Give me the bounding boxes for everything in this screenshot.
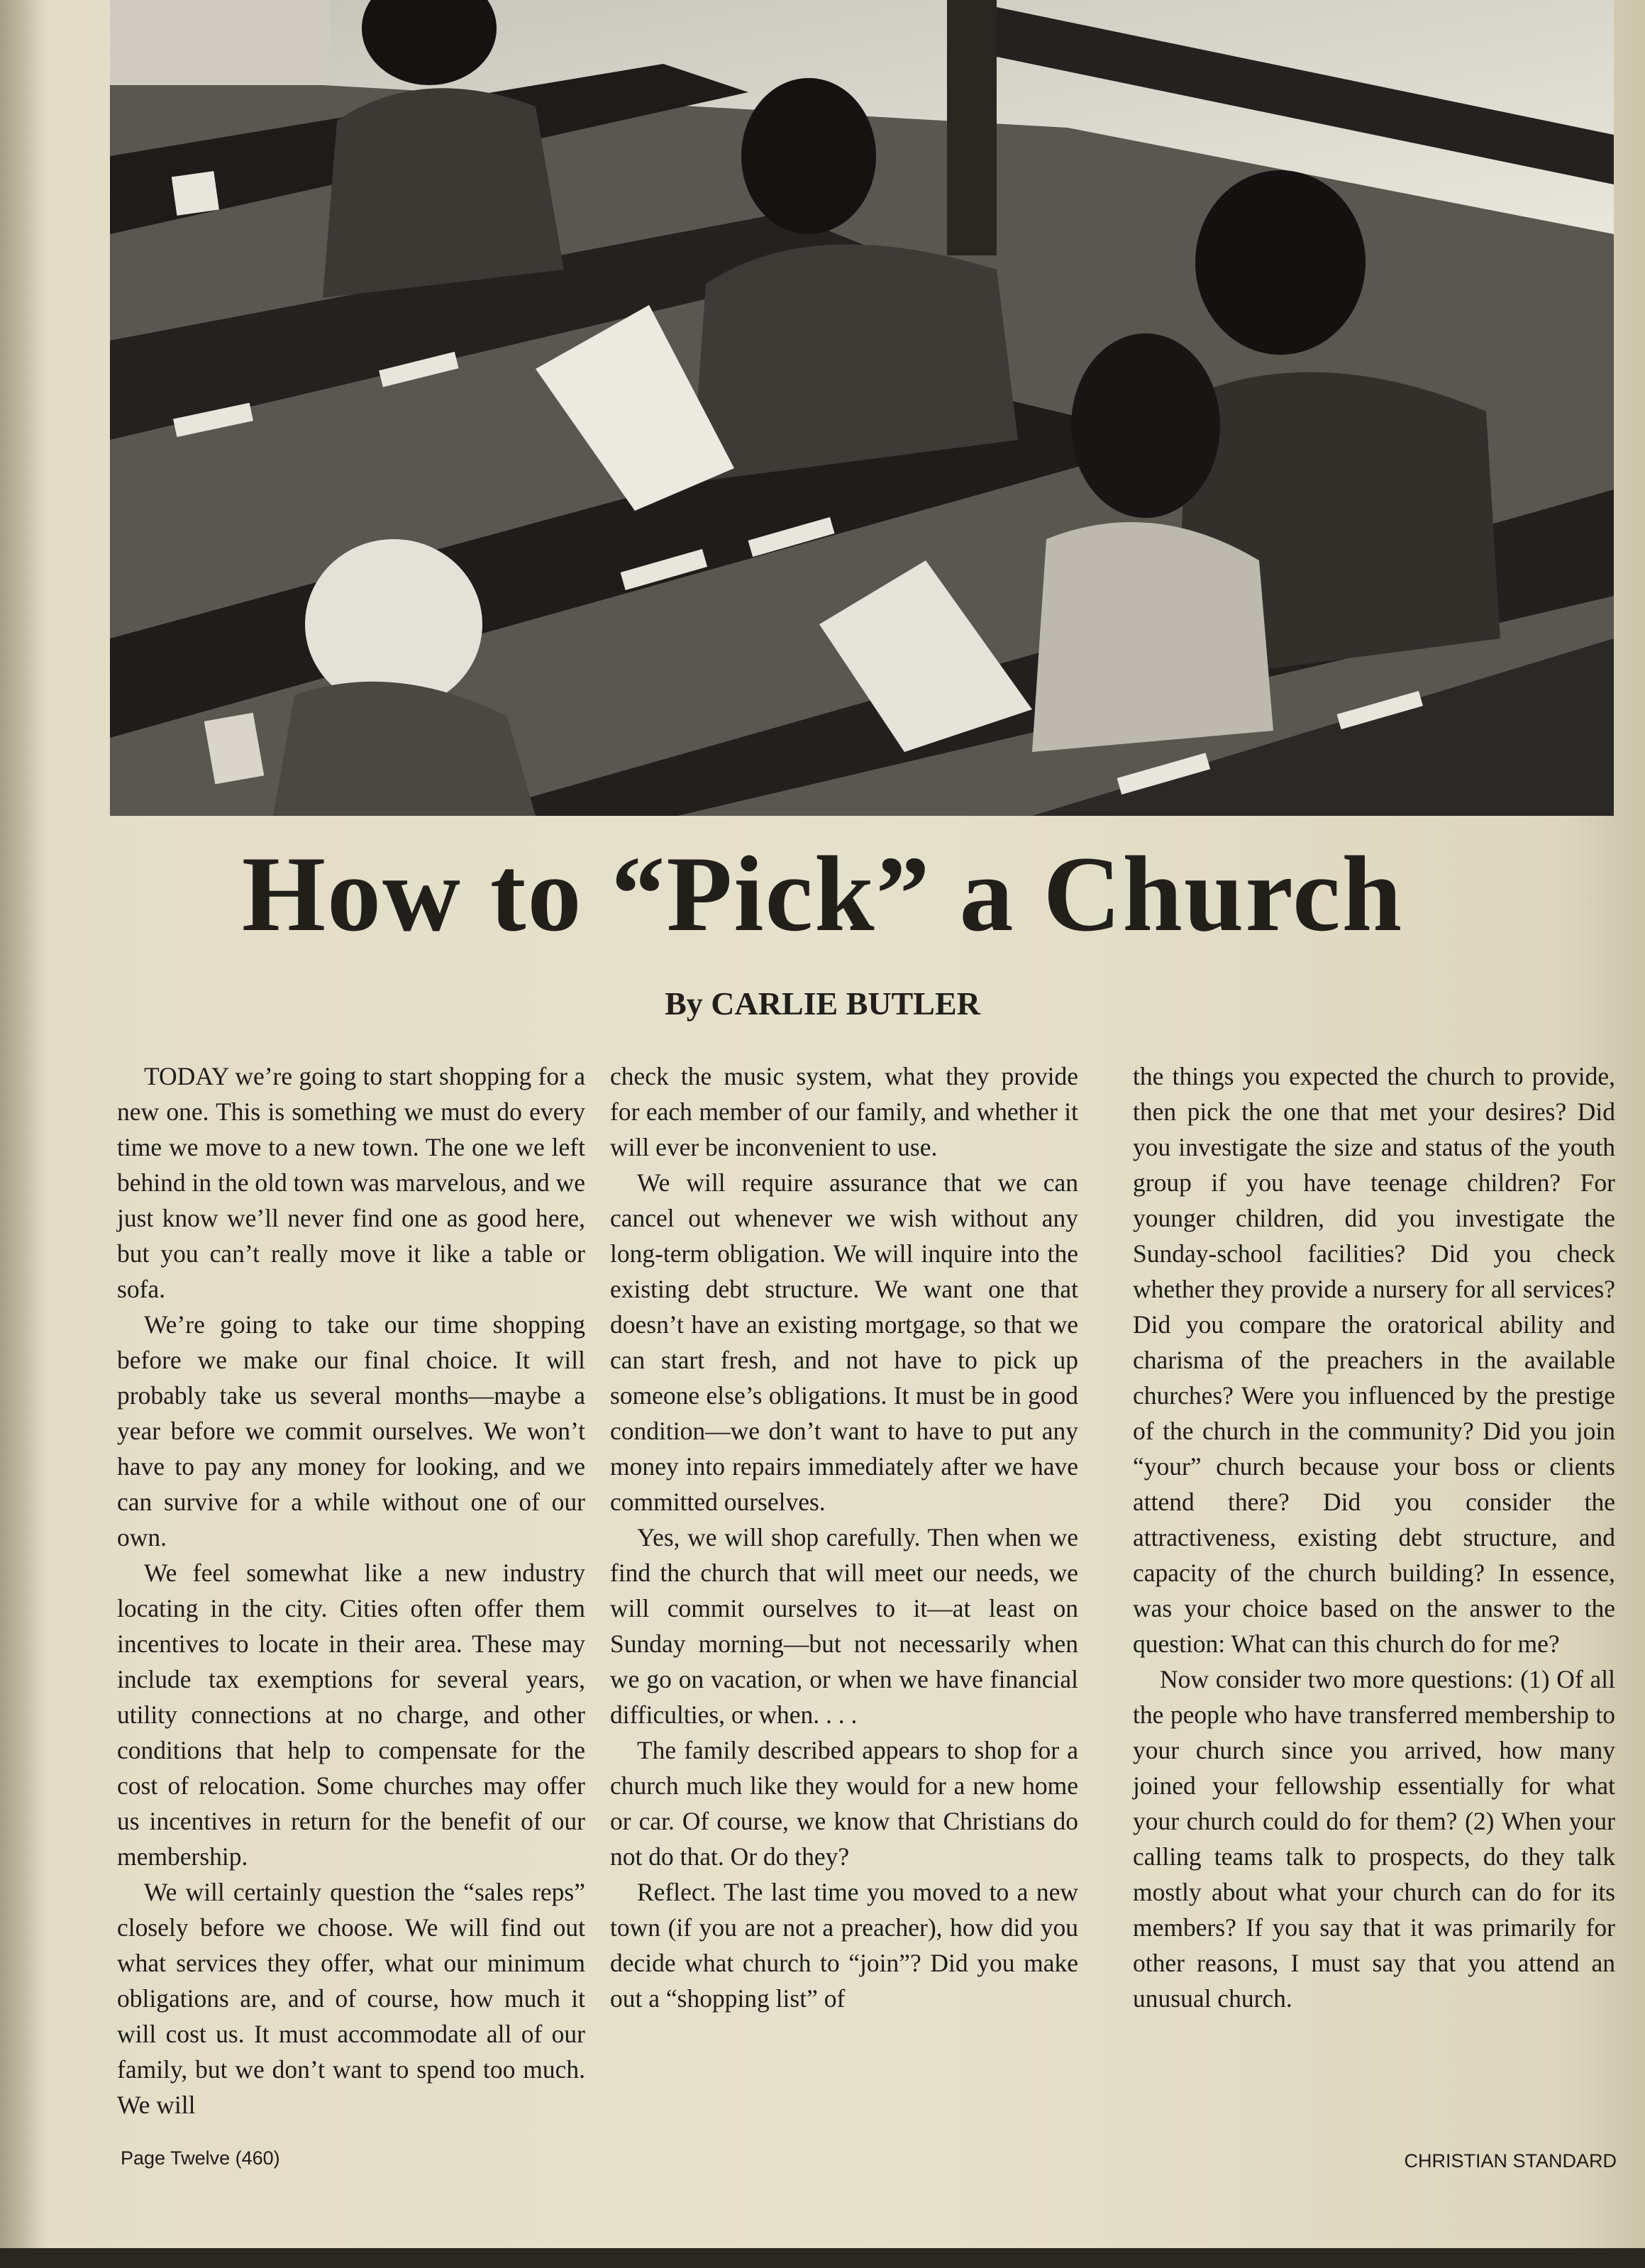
column-2-paragraph: check the music system, what they provide for each member of our family, and whether it will ever be inconvenient to use. xyxy=(610,1062,1078,1161)
column-1-paragraph: We feel somewhat like a new industry locating in the city. Cities often offer them incentives to locate in their area. These may include tax exemptions for several years, utility connections at no charge, and other conditions that help to compensate for the cost of relocation. Some churches may offer us incentives in return for the benefit of our membership. xyxy=(117,1559,585,1871)
publication-footer: CHRISTIAN STANDARD xyxy=(1404,2150,1617,2172)
column-2-paragraph: Yes, we will shop carefully. Then when we find the church that will meet our needs, we will commit ourselves to it—at least on Sunday morning—but not necessarily when we go on vacation, or when we have financial difficulties, or when. . . . xyxy=(610,1523,1078,1729)
article-column-3 xyxy=(1133,1058,1615,2016)
article-column-1 xyxy=(117,1058,585,2123)
column-1-paragraph: We’re going to take our time shopping before we make our final choice. It will probably take us several months—maybe a year before we commit ourselves. We won’t have to pay any money for looking, and we can survive for a while without one of our own. xyxy=(117,1310,585,1551)
column-1-paragraph: TODAY we’re going to start shopping for a new one. This is something we must do every time we move to a new town. The one we left behind in the old town was marvelous, and we just know we’ll never find one as good here, but you can’t really move it like a table or sofa. xyxy=(117,1062,585,1303)
page-gutter-shadow xyxy=(0,0,50,2268)
column-2-paragraph: We will require assurance that we can cancel out whenever we wish without any long-term obligation. We will inquire into the existing debt structure. We want one that doesn’t have an existing mortgage, so that we can start fresh, and not have to pick up someone else’s obligations. It must be in good condition—we don’t want to have to put any money into repairs immediately after we have committed ourselves. xyxy=(610,1168,1078,1516)
column-3-paragraph: Now consider two more questions: (1) Of all the people who have transferred membership to your church since you arrived, how many joined your fellowship essentially for what your church could do for them? (2) When your calling teams talk to prospects, do they talk mostly about what your church can do for its members? If you say that it was primarily for other reasons, I must say that you attend an unusual church. xyxy=(1133,1665,1615,2013)
column-3-paragraph: the things you expected the church to provide, then pick the one that met your desires? Did you investigate the size and status of the youth group if you have teenage children? For younger children, did you investigate the Sunday-school facilities? Did you check whether they provide a nursery for all services? Did you compare the oratorical ability and charisma of the preachers in the available churches? Were you influenced by the prestige of the church in the community? Did you join “your” church because your boss or clients attend there? Did you consider the attractiveness, existing debt structure, and capacity of the church building? In essence, was your choice based on the answer to the question: What can this church do for me? xyxy=(1133,1062,1615,1658)
column-2-paragraph: The family described appears to shop for a church much like they would for a new home or car. Of course, we know that Christians do not do that. Or do they? xyxy=(610,1736,1078,1871)
article-byline: By CARLIE BUTLER xyxy=(665,985,980,1022)
column-1-paragraph: We will certainly question the “sales reps” closely before we choose. We will find out what services they offer, what our minimum obligations are, and of course, how much it will cost us. It must accommodate all of our family, but we don’t want to spend too much. We will xyxy=(117,1878,585,2119)
page-number-footer: Page Twelve (460) xyxy=(121,2147,280,2169)
page-bottom-edge xyxy=(0,2248,1645,2268)
article-headline: How to “Pick” a Church xyxy=(241,834,1404,953)
column-2-paragraph: Reflect. The last time you moved to a new town (if you are not a preacher), how did you decide what church to “join”? Did you make out a “shopping list” of xyxy=(610,1878,1078,2013)
church-pews-photo xyxy=(110,0,1614,816)
article-column-2 xyxy=(610,1058,1078,2016)
